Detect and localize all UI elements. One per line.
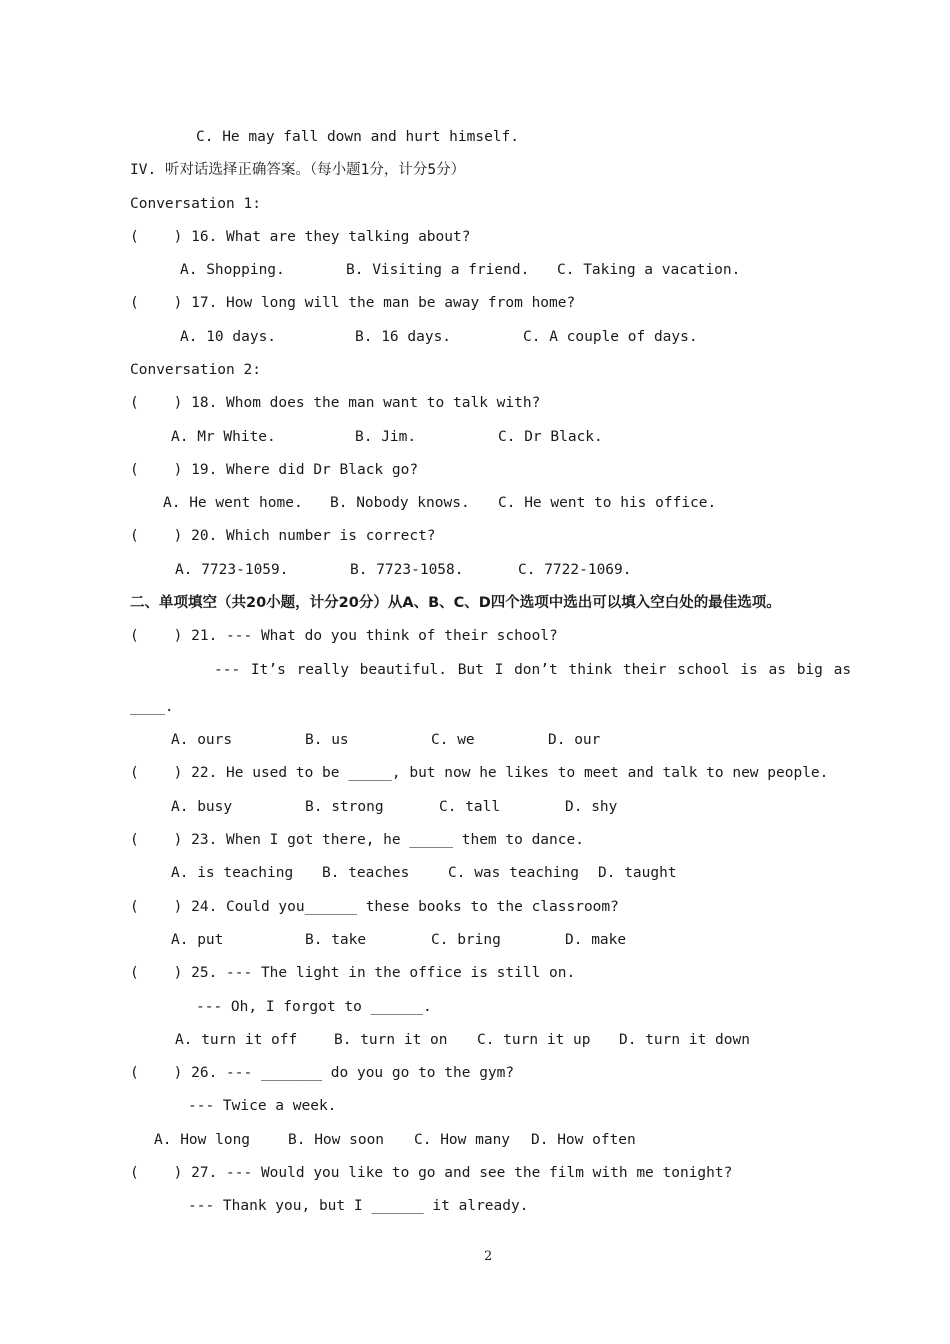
question-26: ( ) 26. --- _______ do you go to the gym? xyxy=(130,1065,515,1081)
section-2-heading: 二、单项填空（共20小题，计分20分）从A、B、C、D四个选项中选出可以填入空白处的最佳选项。 xyxy=(130,595,781,611)
option-d: D. our xyxy=(548,732,601,748)
question-22: ( ) 22. He used to be _____, but now he likes to meet and talk to new people. xyxy=(130,765,829,781)
option-d: D. taught xyxy=(598,865,677,881)
question-21-reply: --- It’s really beautiful. But I don’t think their school is as big as xyxy=(214,662,852,678)
question-21-blank: ____. xyxy=(130,699,174,715)
option-a: A. put xyxy=(171,932,224,948)
option-a: A. busy xyxy=(171,799,233,815)
question-25-reply: --- Oh, I forgot to ______. xyxy=(196,999,432,1015)
question-27-reply: --- Thank you, but I ______ it already. xyxy=(188,1198,529,1214)
option-d: D. How often xyxy=(531,1132,636,1148)
question-26-options xyxy=(0,1130,950,1250)
question-24: ( ) 24. Could you______ these books to the classroom? xyxy=(130,899,619,915)
option-a: A. is teaching xyxy=(171,865,294,881)
conversation-1-heading: Conversation 1: xyxy=(130,196,261,212)
option-c: C. bring xyxy=(431,932,501,948)
option-c: C. Taking a vacation. xyxy=(557,262,741,278)
question-17: ( ) 17. How long will the man be away from home? xyxy=(130,295,576,311)
option-b: B. Visiting a friend. xyxy=(346,262,530,278)
option-c: C. He went to his office. xyxy=(498,495,717,511)
option-a: A. How long xyxy=(154,1132,251,1148)
option-b: B. How soon xyxy=(288,1132,385,1148)
option-b: B. 7723-1058. xyxy=(350,562,464,578)
question-23: ( ) 23. When I got there, he _____ them to dance. xyxy=(130,832,584,848)
page-number: 2 xyxy=(484,1249,493,1264)
question-25: ( ) 25. --- The light in the office is still on. xyxy=(130,965,576,981)
option-b: B. us xyxy=(305,732,349,748)
option-a: A. ours xyxy=(171,732,233,748)
option-b: B. teaches xyxy=(322,865,410,881)
option-c: C. Dr Black. xyxy=(498,429,603,445)
option-d: D. turn it down xyxy=(619,1032,750,1048)
option-b: B. take xyxy=(305,932,367,948)
option-c: C. A couple of days. xyxy=(523,329,698,345)
question-20: ( ) 20. Which number is correct? xyxy=(130,528,436,544)
option-b: B. turn it on xyxy=(334,1032,448,1048)
option-a: A. 7723-1059. xyxy=(175,562,289,578)
section-iv-heading: IV. 听对话选择正确答案。（每小题1分，计分5分） xyxy=(130,162,466,178)
question-16: ( ) 16. What are they talking about? xyxy=(130,229,471,245)
question-21: ( ) 21. --- What do you think of their school? xyxy=(130,628,558,644)
option-a: A. Shopping. xyxy=(180,262,285,278)
q15-option-c: C. He may fall down and hurt himself. xyxy=(196,129,520,145)
option-a: A. turn it off xyxy=(175,1032,298,1048)
question-26-reply: --- Twice a week. xyxy=(188,1098,337,1114)
option-c: C. 7722-1069. xyxy=(518,562,632,578)
question-19: ( ) 19. Where did Dr Black go? xyxy=(130,462,419,478)
option-b: B. 16 days. xyxy=(355,329,452,345)
option-b: B. strong xyxy=(305,799,384,815)
option-a: A. He went home. xyxy=(163,495,303,511)
option-c: C. was teaching xyxy=(448,865,579,881)
option-c: C. How many xyxy=(414,1132,511,1148)
question-27: ( ) 27. --- Would you like to go and see the film with me tonight? xyxy=(130,1165,733,1181)
option-d: D. make xyxy=(565,932,627,948)
option-a: A. 10 days. xyxy=(180,329,277,345)
option-b: B. Jim. xyxy=(355,429,417,445)
option-c: C. we xyxy=(431,732,475,748)
option-b: B. Nobody knows. xyxy=(330,495,470,511)
option-a: A. Mr White. xyxy=(171,429,276,445)
conversation-2-heading: Conversation 2: xyxy=(130,362,261,378)
option-d: D. shy xyxy=(565,799,618,815)
option-c: C. tall xyxy=(439,799,501,815)
question-18: ( ) 18. Whom does the man want to talk with? xyxy=(130,395,541,411)
option-c: C. turn it up xyxy=(477,1032,591,1048)
